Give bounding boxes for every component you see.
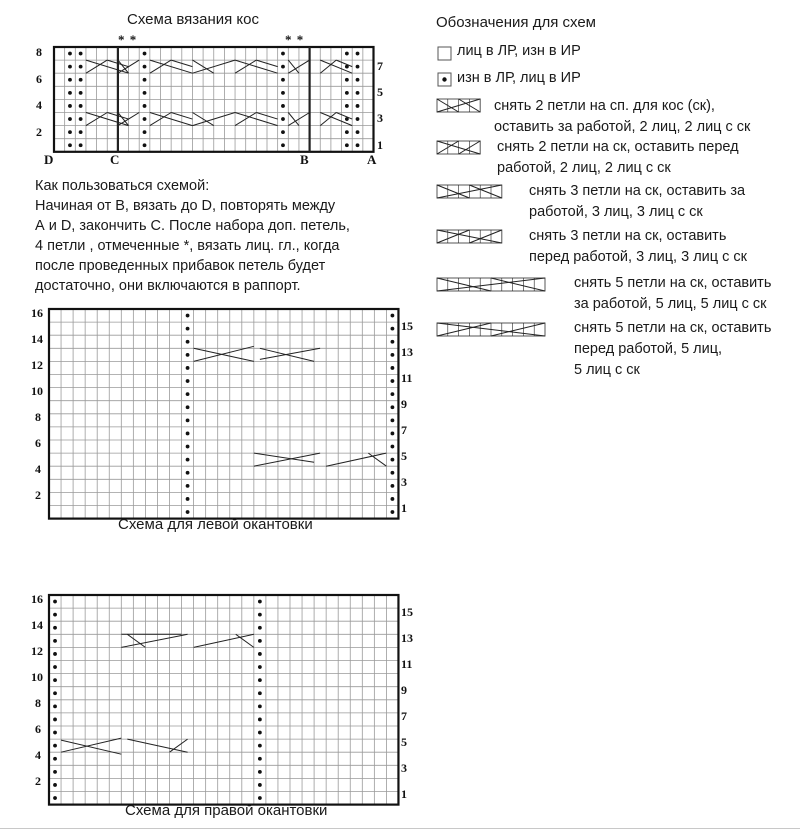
- star-marks-left: * *: [118, 32, 138, 47]
- purl-dot: [258, 665, 262, 669]
- main-row-label-6: 6: [36, 72, 42, 86]
- cable-cross-line: [320, 60, 336, 73]
- purl-dot: [391, 353, 395, 357]
- purl-dot: [53, 613, 57, 617]
- purl-dot: [345, 143, 349, 147]
- purl-dot: [391, 458, 395, 462]
- legend-item-cable-5-front: [574, 318, 771, 381]
- purl-dot: [258, 652, 262, 656]
- purl-dot: [186, 418, 190, 422]
- purl-dot: [345, 130, 349, 134]
- purl-dot: [391, 405, 395, 409]
- legend-text: перед работой, 3 лиц, 3 лиц с ск: [529, 249, 747, 265]
- purl-dot: [53, 718, 57, 722]
- left-row-label-14: 14: [31, 332, 43, 346]
- purl-dot: [186, 458, 190, 462]
- legend-text: снять 5 петли на ск, оставить: [574, 275, 772, 291]
- left-row-label-8: 8: [35, 410, 41, 424]
- cable-cross-line: [254, 453, 314, 462]
- purl-dot: [143, 117, 147, 121]
- left-row-label-4: 4: [35, 462, 41, 476]
- right-row-label-13: 13: [401, 631, 413, 645]
- main-row-label-1: 1: [377, 138, 383, 152]
- right-row-label-2: 2: [35, 774, 41, 788]
- legend-text: работой, 2 лиц, 2 лиц с ск: [497, 160, 671, 176]
- legend-item-knit: [457, 41, 581, 62]
- purl-dot: [391, 445, 395, 449]
- purl-dot: [79, 117, 83, 121]
- right-row-label-10: 10: [31, 670, 43, 684]
- right-row-label-8: 8: [35, 696, 41, 710]
- purl-dot: [258, 600, 262, 604]
- right-row-label-12: 12: [31, 644, 43, 658]
- right-row-label-9: 9: [401, 683, 407, 697]
- right-row-label-5: 5: [401, 735, 407, 749]
- legend-item-cable-2-front: [497, 137, 739, 179]
- main-row-label-8: 8: [36, 45, 42, 59]
- left-row-label-9: 9: [401, 397, 407, 411]
- main-row-label-5: 5: [377, 85, 383, 99]
- main-row-label-2: 2: [36, 125, 42, 139]
- purl-dot: [79, 52, 83, 56]
- left-row-label-16: 16: [31, 306, 43, 320]
- purl-dot: [258, 704, 262, 708]
- purl-dot: [53, 757, 57, 761]
- left-row-label-5: 5: [401, 449, 407, 463]
- purl-dot: [391, 314, 395, 318]
- purl-dot: [79, 143, 83, 147]
- right-row-label-3: 3: [401, 761, 407, 775]
- purl-dot: [186, 366, 190, 370]
- left-row-label-12: 12: [31, 358, 43, 372]
- purl-dot: [391, 432, 395, 436]
- purl-dot: [391, 327, 395, 331]
- purl-dot: [79, 78, 83, 82]
- purl-dot: [79, 130, 83, 134]
- purl-dot: [345, 91, 349, 95]
- purl-dot: [345, 78, 349, 82]
- left-row-label-11: 11: [401, 371, 413, 385]
- purl-dot: [258, 626, 262, 630]
- left-row-label-15: 15: [401, 319, 413, 333]
- purl-dot: [345, 104, 349, 108]
- purl-dot: [258, 678, 262, 682]
- purl-dot: [79, 104, 83, 108]
- cable-cross-line: [336, 60, 352, 67]
- purl-dot: [143, 78, 147, 82]
- instructions-line: Начиная от В, вязать до D, повторять между: [35, 198, 336, 214]
- legend-item-cable-2-back: [494, 96, 750, 138]
- purl-dot: [258, 796, 262, 800]
- purl-dot: [143, 65, 147, 69]
- legend-text: снять 2 петли на ск, оставить перед: [497, 139, 739, 155]
- legend-text: лиц в ЛР, изн в ИР: [457, 43, 581, 59]
- purl-dot: [258, 770, 262, 774]
- column-letter-c: C: [110, 152, 120, 167]
- legend-item-cable-3-front: [529, 226, 747, 268]
- right-row-label-11: 11: [401, 657, 413, 671]
- purl-dot: [391, 366, 395, 370]
- purl-dot: [186, 392, 190, 396]
- main-row-label-4: 4: [36, 98, 42, 112]
- purl-dot: [68, 78, 72, 82]
- page-divider: [0, 828, 800, 829]
- left-row-label-3: 3: [401, 475, 407, 489]
- legend-text: снять 3 петли на ск, оставить: [529, 228, 727, 244]
- purl-dot: [281, 143, 285, 147]
- cable-cross-line: [320, 113, 336, 126]
- purl-dot: [258, 757, 262, 761]
- left-row-label-6: 6: [35, 436, 41, 450]
- purl-dot: [356, 78, 360, 82]
- purl-dot: [186, 510, 190, 514]
- legend-title: Обозначения для схем: [436, 14, 596, 31]
- instructions-line: достаточно, они включаются в раппорт.: [35, 278, 301, 294]
- purl-dot: [356, 130, 360, 134]
- left-row-label-13: 13: [401, 345, 413, 359]
- right-row-label-6: 6: [35, 722, 41, 736]
- cable-cross-line: [121, 634, 187, 647]
- purl-dot: [186, 405, 190, 409]
- instructions-heading: Как пользоваться схемой:: [35, 178, 210, 194]
- purl-dot: [186, 327, 190, 331]
- purl-dot: [258, 731, 262, 735]
- instructions-line: 4 петли , отмеченные *, вязать лиц. гл., когда: [35, 238, 340, 254]
- purl-dot: [53, 783, 57, 787]
- purl-dot: [186, 340, 190, 344]
- purl-dot: [53, 639, 57, 643]
- purl-dot: [258, 718, 262, 722]
- legend-text: 5 лиц с ск: [574, 362, 640, 378]
- purl-dot: [258, 639, 262, 643]
- right-row-label-14: 14: [31, 618, 43, 632]
- purl-dot: [281, 117, 285, 121]
- purl-dot: [68, 104, 72, 108]
- legend-text: оставить за работой, 2 лиц, 2 лиц с ск: [494, 119, 751, 135]
- purl-dot: [356, 104, 360, 108]
- purl-dot: [143, 52, 147, 56]
- left-edge-caption: Схема для левой окантовки: [118, 516, 313, 533]
- star-marks-right: * *: [285, 32, 305, 47]
- main-chart-title: Схема вязания кос: [127, 11, 259, 28]
- purl-dot: [68, 91, 72, 95]
- instructions-block: [35, 176, 375, 296]
- purl-dot: [258, 744, 262, 748]
- purl-dot: [68, 143, 72, 147]
- purl-dot: [281, 130, 285, 134]
- purl-dot: [186, 497, 190, 501]
- purl-dot: [53, 796, 57, 800]
- purl-dot: [391, 379, 395, 383]
- purl-dot: [186, 445, 190, 449]
- legend-text: снять 5 петли на ск, оставить: [574, 320, 772, 336]
- purl-dot: [186, 353, 190, 357]
- legend-knit-square-icon: [438, 47, 451, 60]
- purl-dot: [281, 78, 285, 82]
- purl-dot: [79, 91, 83, 95]
- right-edge-caption: Схема для правой окантовки: [125, 802, 328, 819]
- purl-dot: [391, 497, 395, 501]
- column-letter-a: A: [367, 152, 377, 167]
- purl-dot: [53, 665, 57, 669]
- purl-dot: [53, 600, 57, 604]
- purl-dot: [186, 432, 190, 436]
- legend-text: работой, 3 лиц, 3 лиц с ск: [529, 204, 703, 220]
- purl-dot: [356, 65, 360, 69]
- purl-dot: [68, 117, 72, 121]
- purl-dot: [186, 314, 190, 318]
- purl-dot: [186, 484, 190, 488]
- purl-dot: [53, 652, 57, 656]
- legend-item-cable-3-back: [529, 181, 745, 223]
- purl-dot: [186, 379, 190, 383]
- purl-dot: [356, 52, 360, 56]
- purl-dot: [68, 130, 72, 134]
- legend-text: изн в ЛР, лиц в ИР: [457, 70, 581, 86]
- legend-text: снять 2 петли на сп. для кос (ск),: [494, 98, 715, 114]
- purl-dot: [258, 691, 262, 695]
- legend-item-purl: [457, 68, 581, 89]
- right-row-label-15: 15: [401, 605, 413, 619]
- left-row-label-7: 7: [401, 423, 407, 437]
- purl-dot: [391, 510, 395, 514]
- purl-dot: [356, 117, 360, 121]
- purl-dot: [281, 65, 285, 69]
- purl-dot: [258, 783, 262, 787]
- legend-text: за работой, 5 лиц, 5 лиц с ск: [574, 296, 767, 312]
- right-row-label-4: 4: [35, 748, 41, 762]
- purl-dot: [391, 340, 395, 344]
- left-row-label-1: 1: [401, 501, 407, 515]
- right-row-label-7: 7: [401, 709, 407, 723]
- main-row-label-3: 3: [377, 111, 383, 125]
- legend-item-cable-5-back: [574, 273, 771, 315]
- purl-dot: [143, 104, 147, 108]
- purl-dot: [356, 91, 360, 95]
- left-row-label-2: 2: [35, 488, 41, 502]
- purl-dot: [53, 744, 57, 748]
- purl-dot: [391, 392, 395, 396]
- right-row-label-1: 1: [401, 787, 407, 801]
- purl-dot: [345, 52, 349, 56]
- purl-dot: [143, 130, 147, 134]
- purl-dot: [391, 471, 395, 475]
- left-row-label-10: 10: [31, 384, 43, 398]
- purl-dot: [68, 52, 72, 56]
- main-row-label-7: 7: [377, 59, 383, 73]
- purl-dot: [186, 471, 190, 475]
- purl-dot: [356, 143, 360, 147]
- legend-purl-dot-icon: [442, 77, 446, 81]
- purl-dot: [391, 484, 395, 488]
- purl-dot: [53, 626, 57, 630]
- purl-dot: [53, 731, 57, 735]
- purl-dot: [143, 143, 147, 147]
- column-letter-b: B: [300, 152, 309, 167]
- cable-cross-line: [61, 738, 121, 752]
- purl-dot: [79, 65, 83, 69]
- purl-dot: [281, 91, 285, 95]
- purl-dot: [53, 704, 57, 708]
- legend-text: снять 3 петли на ск, оставить за: [529, 183, 746, 199]
- cable-cross-line: [288, 113, 299, 126]
- purl-dot: [68, 65, 72, 69]
- purl-dot: [258, 613, 262, 617]
- purl-dot: [143, 91, 147, 95]
- purl-dot: [53, 770, 57, 774]
- purl-dot: [281, 104, 285, 108]
- purl-dot: [391, 418, 395, 422]
- purl-dot: [53, 691, 57, 695]
- instructions-line: после проведенных прибавок петель будет: [35, 258, 326, 274]
- legend-text: перед работой, 5 лиц,: [574, 341, 723, 357]
- cable-cross-line: [336, 113, 352, 120]
- cable-cross-line: [288, 60, 299, 73]
- right-row-label-16: 16: [31, 592, 43, 606]
- instructions-line: А и D, закончить С. После набора доп. петель,: [35, 218, 350, 234]
- column-letter-d: D: [44, 152, 54, 167]
- purl-dot: [281, 52, 285, 56]
- purl-dot: [53, 678, 57, 682]
